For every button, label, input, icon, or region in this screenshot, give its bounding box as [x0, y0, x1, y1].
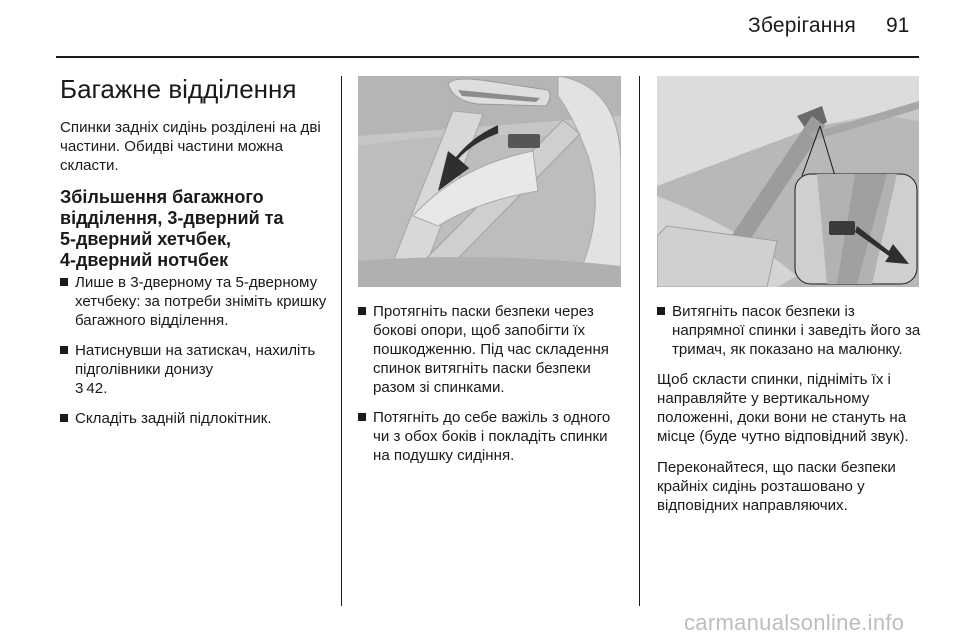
column-divider-right — [639, 76, 640, 606]
intro-paragraph: Спинки задніх сидінь розділені на дві частини. Обидві частини можна скласти. — [60, 119, 321, 174]
bullet-square-icon — [657, 307, 665, 315]
instruction-list — [657, 302, 922, 359]
header-divider — [56, 56, 919, 58]
bullet-square-icon — [60, 346, 68, 354]
list-item — [657, 302, 922, 359]
subsection-heading-line: відділення, 3-дверний та — [60, 208, 284, 228]
column-left — [60, 74, 330, 439]
column-middle — [358, 302, 624, 476]
body-paragraph: Переконайтеся, що паски безпеки крайніх сидінь розташовано у відповідних направляючих. — [657, 459, 896, 514]
column-right — [657, 302, 922, 527]
instruction-list — [60, 273, 330, 428]
instruction-list — [358, 302, 624, 465]
page-heading: Багажне відділення — [60, 74, 297, 104]
figure-belt-guide — [657, 76, 919, 287]
column-divider-left — [341, 76, 342, 606]
subsection-heading — [60, 187, 330, 271]
list-item-text: Складіть задній підлокітник. — [75, 410, 272, 427]
list-item — [60, 409, 330, 428]
list-item-text: Натиснувши на затискач, нахиліть підголівники донизу — [75, 342, 316, 378]
bullet-square-icon — [60, 414, 68, 422]
page-number: 91 — [886, 14, 910, 37]
section-title: Зберігання — [748, 14, 856, 37]
seat-belt-guide-illustration — [657, 76, 919, 287]
bullet-square-icon — [358, 307, 366, 315]
list-item — [60, 341, 330, 398]
list-item — [60, 273, 330, 330]
list-item-text: Лише в 3-дверному та 5-дверному хетчбеку: за потреби зніміть кришку багажного відділення. — [75, 274, 327, 329]
figure-seat-release — [358, 76, 621, 287]
subsection-heading-line: 4-дверний нотчбек — [60, 250, 229, 270]
bullet-square-icon — [358, 413, 366, 421]
watermark: carmanualsonline.info — [684, 610, 905, 635]
arrow-reference-icon: 3 — [75, 380, 84, 397]
page-reference-link[interactable]: 42. — [86, 380, 108, 397]
seat-release-lever-illustration — [358, 76, 621, 287]
subsection-heading-line: 5-дверний хетчбек, — [60, 229, 232, 249]
bullet-square-icon — [60, 278, 68, 286]
subsection-heading-line: Збільшення багажного — [60, 187, 264, 207]
body-paragraph: Щоб скласти спинки, підніміть їх і направляйте у вертикальному положенні, доки вони не стануть на місце (буде чутно відповідний звук). — [657, 371, 909, 445]
list-item-text: Витягніть пасок безпеки із напрямної спинки і заведіть його за тримач, як показано на малюнку. — [672, 303, 921, 358]
list-item-text: Протягніть паски безпеки через бокові опори, щоб запобігти їх пошкодженню. Під час складення спинок витягніть паски безпеки разом зі спинками. — [373, 303, 609, 396]
list-item-text: Потягніть до себе важіль з одного чи з обох боків і покладіть спинки на подушку сидіння. — [373, 409, 611, 464]
list-item — [358, 302, 624, 397]
list-item — [358, 408, 624, 465]
